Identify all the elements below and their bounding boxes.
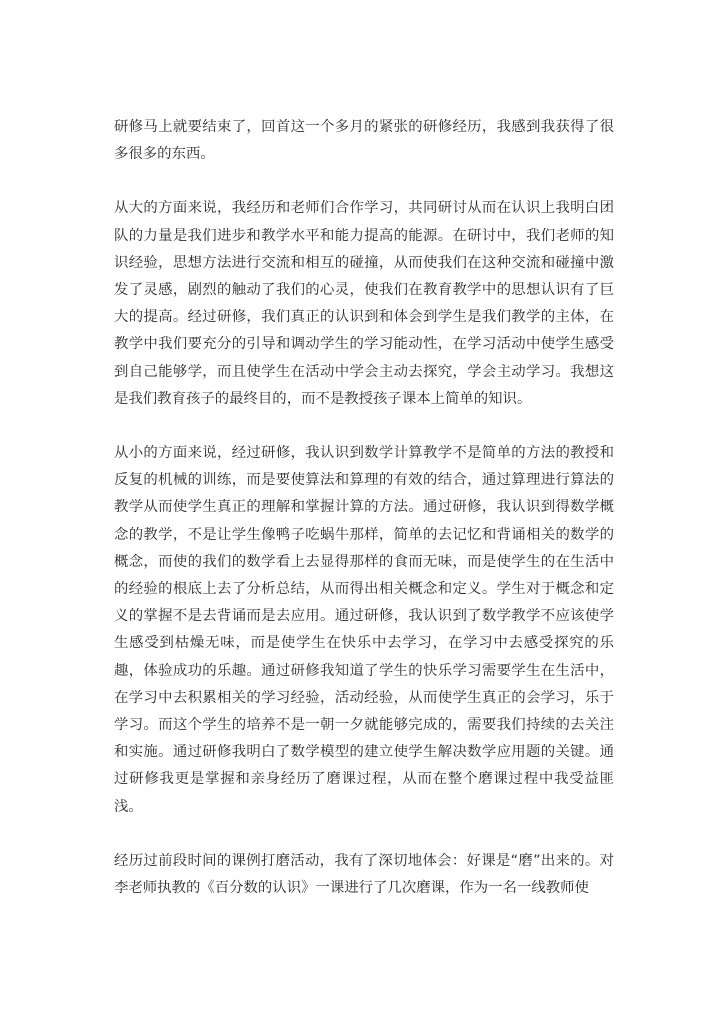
paragraph-narrow-perspective: 从小的方面来说，经过研修，我认识到数学计算教学不是简单的方法的教授和反复的机械的训练，而是要使算法和算理的有效的结合，通过算理进行算法的教学从而使学生真正的理解和掌握计算的方法。通过研修，我认识到得数学概念的教学，不是让学生像鸭子吃蜗牛那样，简单的去记忆和背诵相关的数学的概念，而使的我们的数学看上去显得那样的食而无味，而是使学生的在生活中的经验的根底上去了分析总结，从而得出相关概念和定义。学生对于概念和定义的掌握不是去背诵而是去应用。通过研修，我认识到了数学教学不应该使学生感受到枯燥无味，而是使学生在快乐中去学习，在学习中去感受探究的乐趣，体验成功的乐趣。通过研修我知道了学生的快乐学习需要学生在生活中，在学习中去积累相关的学习经验，活动经验，从而使学生真正的会学习，乐于学习。而这个学生的培养不是一朝一夕就能够完成的，需要我们持续的去关注和实施。通过研修我明白了数学模型的建立使学生解决数学应用题的关键。通过研修我更是掌握和亲身经历了磨课过程，从而在整个磨课过程中我受益匪浅。 xyxy=(114,445,614,815)
paragraph-intro: 研修马上就要结束了，回首这一个多月的紧张的研修经历，我感到我获得了很多很多的东西。 xyxy=(114,119,614,163)
paragraph-lesson-polishing: 经历过前段时间的课例打磨活动，我有了深切地体会：好课是“磨”出来的。对李老师执教的《百分数的认识》一课进行了几次磨课，作为一名一线教师使 xyxy=(114,852,614,897)
document-body xyxy=(114,114,614,902)
paragraph-broad-perspective: 从大的方面来说，我经历和老师们合作学习，共同研讨从而在认识上我明白团队的力量是我们进步和教学水平和能力提高的能源。在研讨中，我们老师的知识经验，思想方法进行交流和相互的碰撞，从而使我们在这种交流和碰撞中激发了灵感，剧烈的触动了我们的心灵，使我们在教育教学中的思想认识有了巨大的提高。经过研修，我们真正的认识到和体会到学生是我们教学的主体，在教学中我们要充分的引导和调动学生的学习能动性，在学习活动中使学生感受到自己能够学，而且使学生在活动中学会主动去探究，学会主动学习。我想这是我们教育孩子的最终目的，而不是教授孩子课本上简单的知识。 xyxy=(114,200,614,407)
